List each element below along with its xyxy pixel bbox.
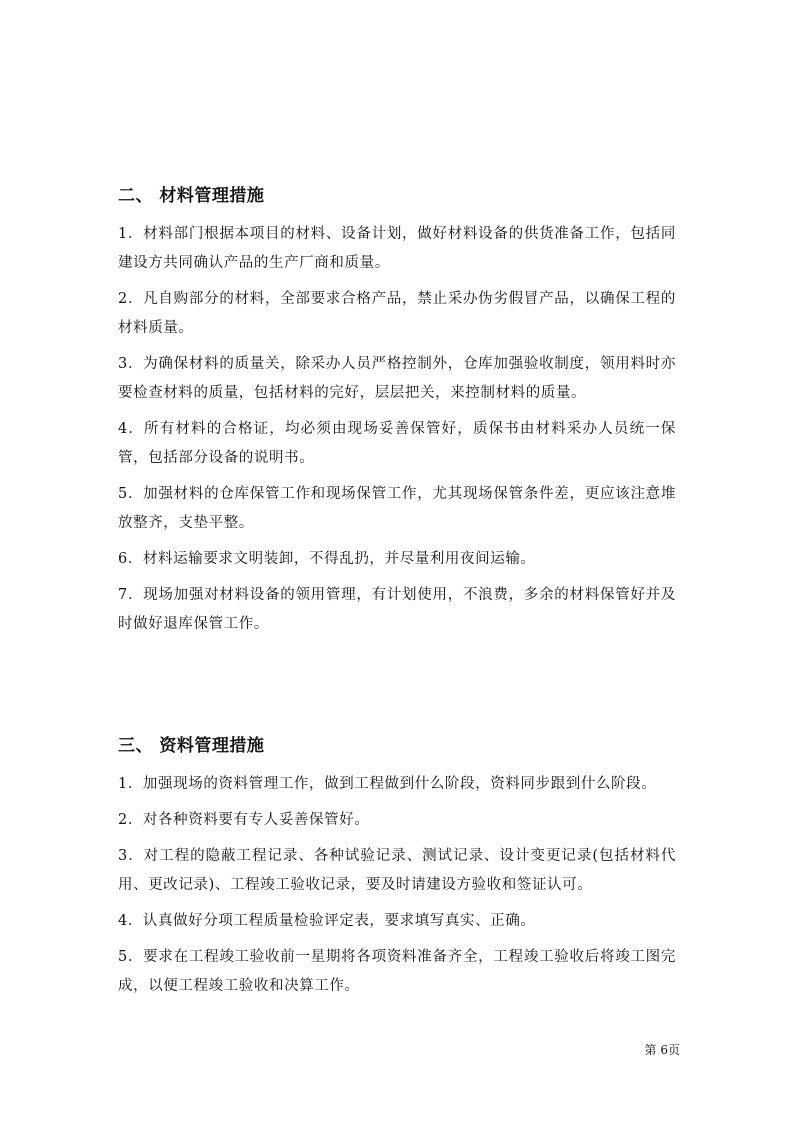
paragraph: 5．要求在工程竣工验收前一星期将各项资料准备齐全，工程竣工验收后将竣工图完成，以便工程竣工验收和决算工作。 xyxy=(118,949,676,994)
paragraph: 3．为确保材料的质量关，除采办人员严格控制外，仓库加强验收制度，领用料时亦要检查材料的质量，包括材料的完好，层层把关，来控制材料的质量。 xyxy=(118,356,676,401)
paragraph: 2．凡自购部分的材料，全部要求合格产品，禁止采办伪劣假冒产品，以确保工程的材料质量。 xyxy=(118,291,676,336)
section-heading: 二、 材料管理措施 xyxy=(118,186,265,206)
paragraph: 4．认真做好分项工程质量检验评定表，要求填写真实、正确。 xyxy=(118,913,536,929)
paragraph: 3．对工程的隐蔽工程记录、各种试验记录、测试记录、设计变更记录(包括材料代用、更改记录)、工程竣工验收记录，要及时请建设方验收和签证认可。 xyxy=(118,848,676,893)
paragraph: 5．加强材料的仓库保管工作和现场保管工作，尤其现场保管条件差，更应该注意堆放整齐，支垫平整。 xyxy=(118,486,676,531)
paragraph: 4．所有材料的合格证，均必须由现场妥善保管好，质保书由材料采办人员统一保管，包括部分设备的说明书。 xyxy=(118,421,676,466)
section-material-management xyxy=(118,184,676,646)
paragraph: 6．材料运输要求文明装卸，不得乱扔，并尽量利用夜间运输。 xyxy=(118,551,536,567)
paragraph: 1．材料部门根据本项目的材料、设备计划，做好材料设备的供货准备工作，包括同建设方共同确认产品的生产厂商和质量。 xyxy=(118,226,676,271)
paragraph: 2．对各种资料要有专人妥善保管好。 xyxy=(118,812,370,828)
section-document-management xyxy=(118,734,676,1008)
paragraph: 7．现场加强对材料设备的领用管理，有计划使用，不浪费，多余的材料保管好并及时做好退库保管工作。 xyxy=(118,587,676,632)
page-number: 第 6页 xyxy=(644,1043,680,1057)
section-heading: 三、 资料管理措施 xyxy=(118,736,265,756)
paragraph: 1．加强现场的资料管理工作，做到工程做到什么阶段，资料同步跟到什么阶段。 xyxy=(118,776,657,792)
